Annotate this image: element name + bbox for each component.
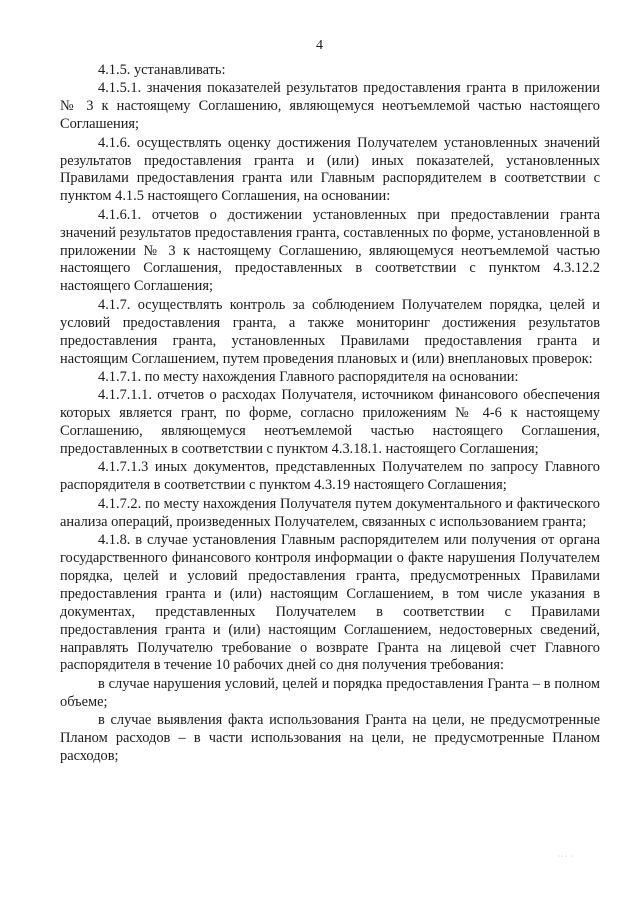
page-number: 4 <box>316 38 323 53</box>
paragraph-4-1-7-1-1: 4.1.7.1.1. отчетов о расходах Получателя, источником финансового обеспечения которых является грант, по форме, согласно приложениям № 4-6 к настоящему Соглашению, являющемуся неотъемлемой частью настоящего Соглашения, предоставленных в соответствии с пунктом 4.3.18.1. настоящего Соглашения; <box>60 387 600 458</box>
paragraph-4-1-7-2: 4.1.7.2. по месту нахождения Получателя путем документального и фактического анализа операций, произведенных Получателем, связанных с использованием гранта; <box>60 495 600 530</box>
paragraph-case-misuse: в случае выявления факта использования Гранта на цели, не предусмотренные Планом расходов – в части использования на цели, не предусмотренные Планом расходов; <box>60 712 600 764</box>
paragraph-4-1-5: 4.1.5. устанавливать: <box>98 62 226 78</box>
paragraph-4-1-6-1: 4.1.6.1. отчетов о достижении установленных при предоставлении гранта значений результатов предоставления гранта, составленных по форме, установленной в приложении № 3 к настоящему Соглашению, являющемуся неотъемлемой частью настоящего Соглашения, предоставленных в соответствии с пунктом 4.3.12.2 настоящего Соглашения; <box>60 206 600 295</box>
paragraph-4-1-7: 4.1.7. осуществлять контроль за соблюдением Получателем порядка, целей и условий предоставления гранта, а также мониторинг достижения результатов предоставления гранта, установленных Правилами предоставления гранта и настоящим Соглашением, путем проведения плановых и (или) внеплановых проверок: <box>60 296 600 367</box>
paragraph-case-violation: в случае нарушения условий, целей и порядка предоставления Гранта – в полном объеме; <box>60 675 600 710</box>
paragraph-4-1-7-1: 4.1.7.1. по месту нахождения Главного распорядителя на основании: <box>98 368 519 385</box>
paragraph-4-1-8: 4.1.8. в случае установления Главным распорядителем или получения от органа государственного финансового контроля информации о факте нарушения Получателем порядка, целей и условий предоставления гранта, предусмотренных Правилами предоставления гранта и (или) настоящим Соглашением, в том числе указания в документах, представленных Получателем в соответствии с Правилами предоставления гранта и (или) настоящим Соглашением, недостоверных сведений, направлять Получателю требование о возврате Гранта на лицевой счет Главного распорядителя в течение 10 рабочих дней со дня получения требования: <box>60 532 600 674</box>
document-body <box>60 62 600 766</box>
paragraph-4-1-7-1-3: 4.1.7.1.3 иных документов, представленных Получателем по запросу Главного распорядителя в соответствии с пунктом 4.3.19 настоящего Соглашения; <box>60 459 600 494</box>
paragraph-4-1-6: 4.1.6. осуществлять оценку достижения Получателем установленных значений результатов предоставления гранта и (или) иных показателей, установленных Правилами предоставления гранта или Главным распорядителем в соответствии с пунктом 4.1.5 настоящего Соглашения, на основании: <box>60 134 600 205</box>
scan-speck: ··‧ · <box>557 852 575 861</box>
paragraph-4-1-5-1: 4.1.5.1. значения показателей результатов предоставления гранта в приложении № 3 к настоящему Соглашению, являющемуся неотъемлемой частью настоящего Соглашения; <box>60 80 600 133</box>
